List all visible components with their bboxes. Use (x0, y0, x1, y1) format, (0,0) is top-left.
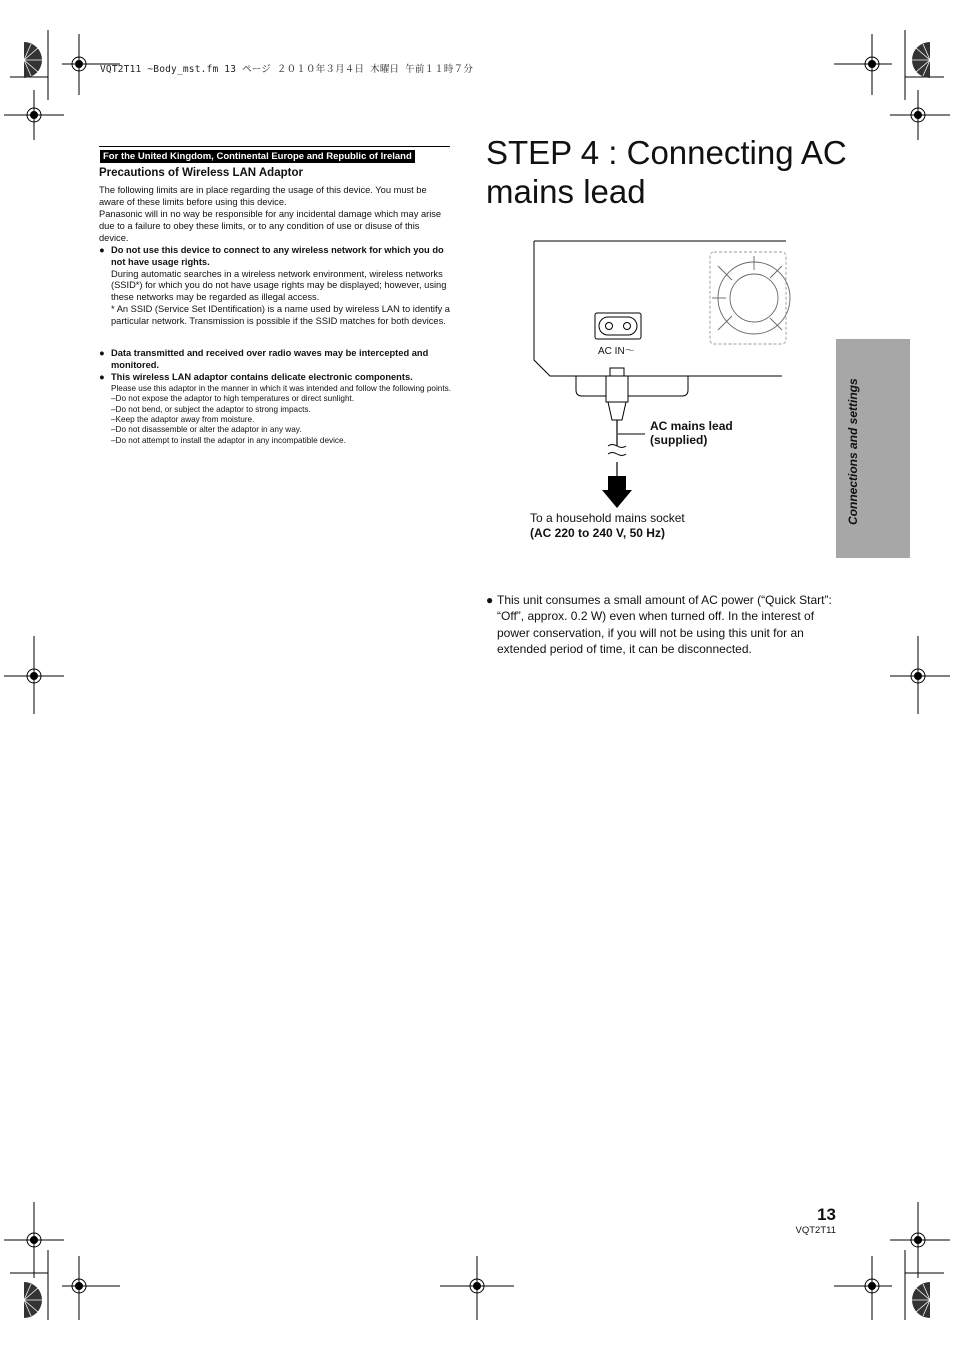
region-label: For the United Kingdom, Continental Europe and Republic of Ireland (100, 150, 415, 163)
bullet-interception (99, 348, 451, 372)
socket-line: To a household mains socket (530, 511, 685, 525)
list-item: –Do not bend, or subject the adaptor to strong impacts. (111, 404, 311, 414)
ac-in-label: AC IN～ (598, 346, 635, 357)
power-consumption-note (486, 592, 838, 657)
page-number: 13 (817, 1205, 836, 1224)
region-rule (99, 146, 450, 147)
mains-socket-label (530, 511, 685, 541)
side-tab-text: Connections and settings (846, 378, 860, 525)
list-item: –Do not attempt to install the adaptor in any incompatible device. (111, 435, 346, 445)
bullet-usage-rights (99, 245, 451, 328)
note-text: This unit consumes a small amount of AC power (“Quick Start”: “Off”, approx. 0.2 W) even when turned off. In the interest of power conservation, if you will not be using this unit for an extended period of time, it can be disconnected. (497, 593, 832, 656)
paragraph-limits: The following limits are in place regarding the usage of this device. You must be aware of these limits before using this device. (99, 185, 427, 207)
bullet-title: This wireless LAN adaptor contains delicate electronic components. (111, 372, 413, 382)
ssid-footnote: * An SSID (Service Set IDentification) is a name used by wireless LAN to identify a particular network. Transmission is possible if the SSID matches for both devices. (111, 303, 450, 326)
bullet-body: During automatic searches in a wireless network environment, wireless networks (SSID*) for which you do not have usage rights may be displayed; however, using these networks may be regarded as illegal access. (111, 268, 447, 303)
bullet-title: Do not use this device to connect to any wireless network for which you do not have usage rights. (111, 245, 444, 267)
side-tab-label (846, 345, 866, 525)
lead-label-line: (supplied) (650, 433, 708, 447)
bullet-icon: ● (99, 348, 105, 358)
ac-mains-lead-label (650, 419, 733, 447)
bullet-delicate-components (99, 372, 451, 446)
list-item: –Do not expose the adaptor to high temperatures or direct sunlight. (111, 394, 355, 404)
bullet-icon: ● (99, 245, 105, 255)
page-title: STEP 4 : Connecting AC mains lead (486, 134, 847, 210)
list-item: –Keep the adaptor away from moisture. (111, 415, 255, 425)
model-code: VQT2T11 (795, 1225, 836, 1236)
paragraph-responsibility: Panasonic will in no way be responsible for any incidental damage which may arise due to a failure to obey these limits, or to any condition of use or disuse of this device. (99, 209, 442, 243)
lead-label-line: AC mains lead (650, 419, 733, 433)
ac-connection-diagram (520, 232, 800, 512)
bullet-intro: Please use this adaptor in the manner in which it was intended and follow the following points. (111, 383, 451, 393)
print-file-info: VQT2T11 ~Body_mst.fm 13 ページ ２０１０年３月４日 木曜日 午前１１時７分 (100, 64, 474, 75)
bullet-icon: ● (486, 593, 494, 607)
bullet-title: Data transmitted and received over radio waves may be intercepted and monitored. (111, 348, 429, 370)
list-item: –Do not disassemble or alter the adaptor in any way. (111, 425, 302, 435)
bullet-icon: ● (99, 372, 105, 382)
section-heading: Precautions of Wireless LAN Adaptor (99, 167, 303, 179)
socket-voltage: (AC 220 to 240 V, 50 Hz) (530, 526, 665, 540)
